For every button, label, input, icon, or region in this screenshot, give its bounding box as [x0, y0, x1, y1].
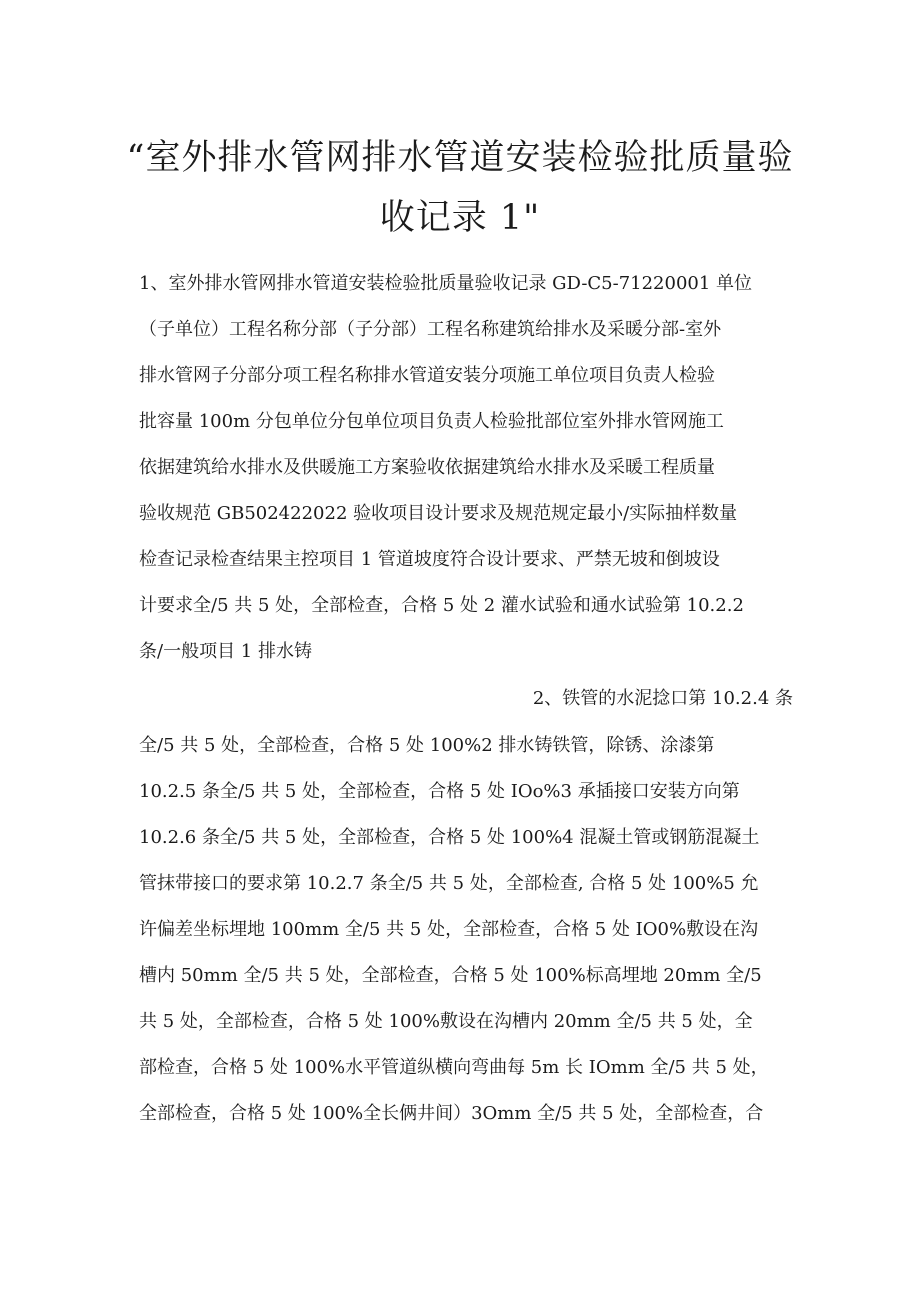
paragraph-2-line: 全部检查，合格 5 处 100%全长俩井间）3Omm 全/5 共 5 处，全部检查，合	[139, 1103, 764, 1124]
paragraph-1-line: 检查记录检查结果主控项目 1 管道坡度符合设计要求、严禁无坡和倒坡设	[139, 549, 720, 570]
paragraph-1-line: 排水管网子分部分项工程名称排水管道安装分项施工单位项目负责人检验	[139, 365, 715, 386]
paragraph-1-line: 批容量 100m 分包单位分包单位项目负责人检验批部位室外排水管网施工	[139, 411, 724, 432]
paragraph-1-line: 1、室外排水管网排水管道安装检验批质量验收记录 GD-C5-71220001 单位	[139, 273, 753, 294]
paragraph-2-line: 共 5 处，全部检查，合格 5 处 100%敷设在沟槽内 20mm 全/5 共 5 处，全	[139, 1011, 753, 1032]
paragraph-1-line: 条/一般项目 1 排水铸	[139, 641, 312, 662]
paragraph-2-line: 10.2.5 条全/5 共 5 处，全部检查，合格 5 处 IOo%3 承插接口安装方向第	[139, 781, 740, 802]
paragraph-1-line: 依据建筑给水排水及供暖施工方案验收依据建筑给水排水及采暖工程质量	[139, 457, 715, 478]
paragraph-2-line: 10.2.6 条全/5 共 5 处，全部检查，合格 5 处 100%4 混凝土管或钢筋混凝土	[139, 827, 760, 848]
paragraph-2-line: 槽内 50mm 全/5 共 5 处，全部检查，合格 5 处 100%标高埋地 20mm 全/5	[139, 965, 762, 986]
paragraph-2-line: 2、铁管的水泥捻口第 10.2.4 条	[532, 688, 793, 709]
paragraph-2-line: 管抹带接口的要求第 10.2.7 条全/5 共 5 处，全部检查, 合格 5 处 100%5 允	[139, 873, 759, 894]
paragraph-1-line: 计要求全/5 共 5 处，全部检查，合格 5 处 2 灌水试验和通水试验第 10.2.2	[139, 595, 744, 616]
title-line: 收记录 1"	[379, 198, 541, 238]
paragraph-1-line: 验收规范 GB502422022 验收项目设计要求及规范规定最小/实际抽样数量	[139, 503, 738, 524]
paragraph-2-line: 部检查，合格 5 处 100%水平管道纵横向弯曲每 5m 长 IOmm 全/5 共 5 处，	[139, 1057, 769, 1078]
title-line: “室外排水管网排水管道安装检验批质量验	[126, 138, 794, 178]
document-title	[100, 128, 820, 248]
paragraph-2-line: 全/5 共 5 处，全部检查，合格 5 处 100%2 排水铸铁管，除锈、涂漆第	[139, 735, 715, 756]
paragraph-1-line: （子单位）工程名称分部（子分部）工程名称建筑给排水及采暖分部-室外	[139, 319, 722, 340]
paragraph-2-line: 许偏差坐标埋地 100mm 全/5 共 5 处，全部检查，合格 5 处 IO0%敷设在沟	[139, 919, 759, 940]
